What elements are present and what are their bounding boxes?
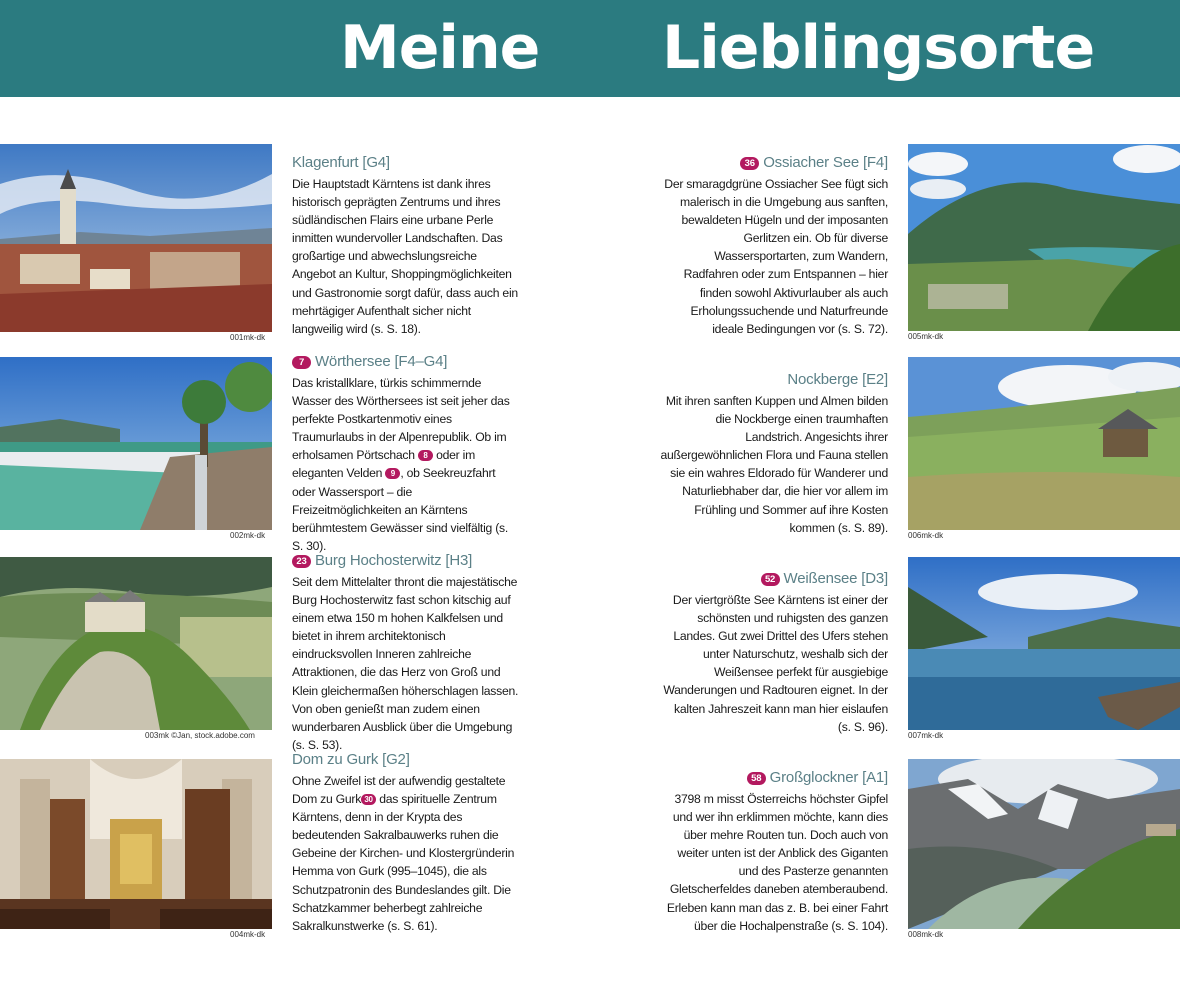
photo-credit: 008mk-dk xyxy=(908,930,944,939)
entry-title: 58 Großglockner [A1] xyxy=(660,769,888,787)
entry-text: Der viertgrößte See Kärntens ist einer der schönsten und ruhigsten des ganzen Landes. Gut zwei Drittel des Ufers stehen unter Naturschutz, weshalb sich der Weißensee perfekt für ausgiebige Wanderungen und Radtouren eignet. In der kalten Jahreszeit kann man hier eislaufen (s. S. 96). xyxy=(663,593,888,734)
photo-credit: 007mk-dk xyxy=(908,731,944,740)
place-number-badge: 30 xyxy=(361,794,376,805)
entry-nockberge xyxy=(660,371,888,537)
place-number-badge: 23 xyxy=(292,555,311,568)
entry-text: 3798 m misst Österreichs höchster Gipfel und wer ihn erklimmen möchte, kann dies über mehre Routen tun. Doch auch von weiter unten ist der Anblick des Giganten und des Pasterze genannten Gletscherfeldes daneben atemberaubend. Erleben kann man das z. B. bei einer Fahrt über die Hochalpenstraße (s. S. 104). xyxy=(666,792,888,933)
photo-grossglockner xyxy=(908,759,1180,929)
entry-woerthersee xyxy=(292,353,520,555)
header-word-meine: Meine xyxy=(340,13,540,83)
photo-credit: 001mk-dk xyxy=(230,333,266,342)
photo-credit: 003mk ©Jan, stock.adobe.com xyxy=(145,731,255,740)
place-number-badge: 7 xyxy=(292,356,311,369)
entry-text: Ohne Zweifel ist der aufwendig gestaltete Dom zu Gurk 30 das spirituelle Zentrum Kärntens, denn in der Krypta des bedeutenden Sakralbauwerks ruhen die Gebeine der Kirchen- und Klostergründerin Hemma von Gurk (995–1045), die als Schutzpatronin des Bundeslandes gilt. Die Schatzkammer beherbegt zahlreiche Sakralkunstwerke (s. S. 61). xyxy=(292,774,515,933)
place-number-badge: 58 xyxy=(747,772,766,785)
entry-dom-zu-gurk xyxy=(292,751,520,935)
photo-nockberge xyxy=(908,357,1180,530)
photo-credit: 002mk-dk xyxy=(230,531,266,540)
entry-title: Klagenfurt [G4] xyxy=(292,154,390,171)
entry-title: 23 Burg Hochosterwitz [H3] xyxy=(292,552,520,570)
photo-credit: 006mk-dk xyxy=(908,531,944,540)
header-word-lieblingsorte: Lieblingsorte xyxy=(662,13,1095,83)
place-number-badge: 52 xyxy=(761,573,780,586)
entry-text: Der smaragdgrüne Ossiacher See fügt sich malerisch in die Umgebung aus sanften, bewaldeten Hügeln und der imposanten Gerlitzen ein. Ob für diverse Wassersportarten, zum Wandern, Radfahren oder zum Entspannen – hier finden sowohl Aktivurlauber als auch Erholungssuchende und Naturfreunde ideale Bedingungen vor (s. S. 72). xyxy=(664,177,888,336)
entry-text: Seit dem Mittelalter thront die majestätische Burg Hochosterwitz fast schon kitschig auf einem etwa 150 m hohen Kalkfelsen und bietet in ihrem architektonisch eindrucksvollen Inneren zahlreiche Attraktionen, die das Herz von Groß und Klein gleichermaßen höherschlagen lassen. Von oben genießt man zudem einen wunderbaren Ausblick über die Umgebung (s. S. 53). xyxy=(292,575,519,752)
photo-hochosterwitz xyxy=(0,557,272,730)
entry-text: Mit ihren sanften Kuppen und Almen bilden die Nockberge einen traumhaften Landstrich. Angesichts ihrer außergewöhnlichen Flora und Fauna stellen sie ein wahres Eldorado für Wanderer und Naturliebhaber dar, die hier vor allem im Frühling und Sommer auf ihre Kosten kommen (s. S. 89). xyxy=(660,394,888,535)
entry-text: Das kristallklare, türkis schimmernde Wasser des Wörthersees ist seit jeher das perfekte Postkartenmotiv eines Traumurlaubs in der Alpenrepublik. Ob im erholsamen Pörtschach 8 oder im eleganten Velden 9 , ob Seekreuzfahrt oder Wassersport – die Freizeitmöglichkeiten an Kärntens berühmtestem Gewässer sind vielfältig (s. S. 30). xyxy=(292,376,510,553)
place-number-badge: 36 xyxy=(740,157,759,170)
photo-credit: 004mk-dk xyxy=(230,930,266,939)
header-banner xyxy=(0,0,1180,97)
photo-dom-zu-gurk xyxy=(0,759,272,929)
entry-title: 52 Weißensee [D3] xyxy=(660,570,888,588)
entry-grossglockner xyxy=(660,769,888,935)
photo-woerthersee xyxy=(0,357,272,530)
entry-weissensee xyxy=(660,570,888,736)
entry-klagenfurt xyxy=(292,154,520,338)
entry-title: 7 Wörthersee [F4–G4] xyxy=(292,353,520,371)
photo-credit: 005mk-dk xyxy=(908,332,944,341)
entry-ossiacher-see xyxy=(660,154,888,338)
place-number-badge: 8 xyxy=(418,450,433,461)
photo-weissensee xyxy=(908,557,1180,730)
entry-title: Nockberge [E2] xyxy=(787,371,888,388)
place-number-badge: 9 xyxy=(385,468,400,479)
entry-hochosterwitz xyxy=(292,552,520,754)
photo-klagenfurt xyxy=(0,144,272,332)
entry-title: Dom zu Gurk [G2] xyxy=(292,751,410,768)
entry-text: Die Hauptstadt Kärntens ist dank ihres historisch geprägten Zentrums und ihres südländischen Flairs eine urbane Perle inmitten wundervoller Landschaften. Das großartige und abwechslungsreiche Angebot an Kultur, Shoppingmöglichkeiten und Gastronomie sorgt dafür, dass auch ein mehrtägiger Aufenthalt sicher nicht langweilig wird (s. S. 18). xyxy=(292,177,518,336)
photo-ossiacher-see xyxy=(908,144,1180,331)
entry-title: 36 Ossiacher See [F4] xyxy=(660,154,888,172)
